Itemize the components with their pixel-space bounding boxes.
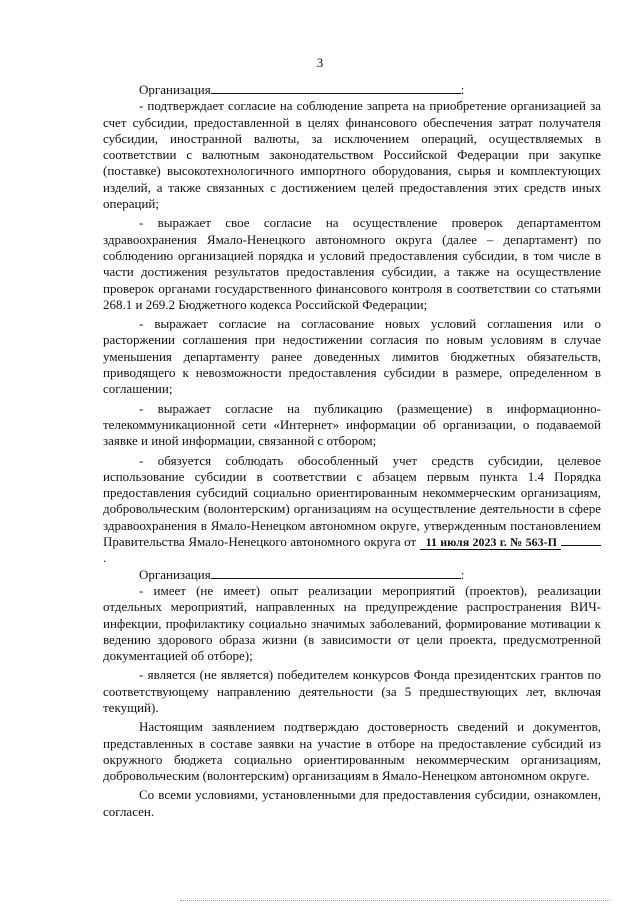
acknowledgement-paragraph: Со всеми условиями, установленными для предоставления субсидии, ознакомлен, согласен. <box>103 787 601 819</box>
consent-currency-paragraph: - подтверждает согласие на соблюдение запрета на приобретение организацией за счет субсидии, предоставленной в целях финансового обеспечения затрат получателя субсидии, иностранной валюты, за исключением операций, осуществляемых в соответствии с валютным законодательством Российской Федерации при закупке (поставке) высокотехнологичного импортного оборудования, сырья и комплектующих изделий, а также связанных с достижением целей предоставления этих средств иных операций; <box>103 98 601 212</box>
organization-line-1: Организация : <box>139 82 465 97</box>
consent-inspections-paragraph: - выражает свое согласие на осуществление проверок департаментом здравоохранения Ямало-Ненецкого автономного округа (далее – департамент) по соблюдению организацией порядка и условий предоставления субсидии, в том числе в части достижения результатов предоставления субсидии, а также на осуществление проверок органами государственного финансового контроля в соответствии со статьями 268.1 и 269.2 Бюджетного кодекса Российской Федерации; <box>103 215 601 312</box>
organization-blank-1 <box>211 83 461 94</box>
organization-blank-2 <box>211 568 461 579</box>
consent-agreement-paragraph: - выражает согласие на согласование новых условий соглашения или о расторжении соглашения при недостижении согласия по новым условиям в случае уменьшения департаменту ранее доведенных лимитов бюджетных обязательств, приводящего к невозможности предоставления субсидии в размере, определенном в соглашении; <box>103 316 601 397</box>
document-body <box>103 82 601 820</box>
consent-publication-paragraph: - выражает согласие на публикацию (размещение) в информационно-телекоммуникационной сети «Интернет» информации об организации, о подаваемой заявке и иной информации, связанной с отбором; <box>103 400 601 449</box>
grant-winner-paragraph: - является (не является) победителем конкурсов Фонда президентских грантов по соответствующему направлению деятельности (за 5 предшествующих лет, включая текущий). <box>103 667 601 715</box>
scan-artifact-line <box>180 900 610 903</box>
resolution-date-filled: 11 июля 2023 г. № 563-П <box>420 535 561 550</box>
confirmation-paragraph: Настоящим заявлением подтверждаю достоверность сведений и документов, представленных в составе заявки на участие в отборе на предоставление субсидий из окружного бюджета социально ориентированным некоммерческим организациям, добровольческим (волонтерским) организациям в Ямало-Ненецком автономном округе. <box>103 719 601 784</box>
page-number: 3 <box>316 55 324 70</box>
experience-paragraph: - имеет (не имеет) опыт реализации мероприятий (проектов), реализации отдельных мероприятий, направленных на предупреждение распространения ВИЧ-инфекции, профилактику социально значимых заболеваний, формирование мотивации к ведению здорового образа жизни (в зависимости от цели проекта, предусмотренной документацией об отборе); <box>103 582 601 664</box>
resolution-blank-tail <box>561 535 601 546</box>
organization-line-2: Организация : <box>139 566 465 582</box>
obligation-accounting-paragraph: - обязуется соблюдать обособленный учет средств субсидии, целевое использование субсидии в соответствии с абзацем первым пункта 1.4 Порядка предоставления субсидий социально ориентированным некоммерческим организациям, добровольческим (волонтерским) организациям на осуществление деятельности в сфере здравоохранения в Ямало-Ненецком автономном округе, утвержденным постановлением Правительства Ямало-Ненецкого автономного округа от 11 июля 2023 г. № 563-П. <box>103 452 601 566</box>
